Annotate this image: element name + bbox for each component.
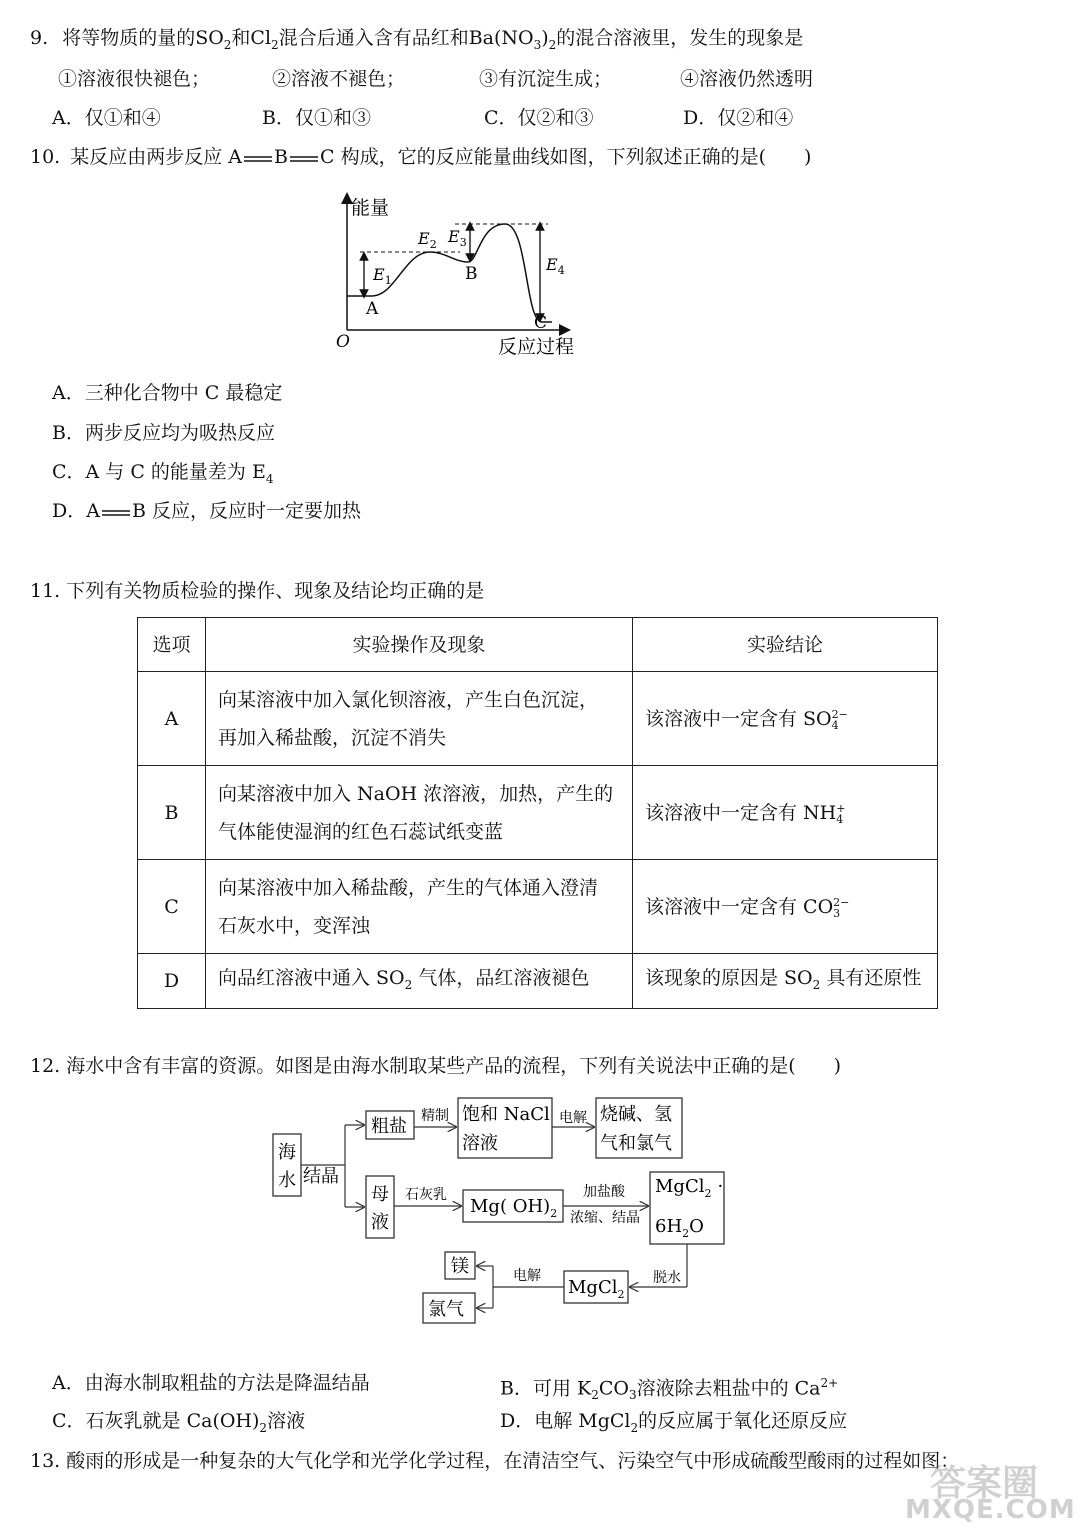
x-axis-label: 反应过程 (498, 336, 575, 358)
watermark-site: MXQE.COM (905, 1495, 1076, 1525)
add-hcl-label: 加盐酸 (583, 1184, 625, 1200)
q10-option-a: A．三种化合物中 C 最稳定 (52, 382, 283, 404)
refine-label: 精制 (421, 1108, 449, 1124)
mother-liquor-label-2: 液 (371, 1212, 389, 1233)
e3-label: $E_3$ (448, 227, 467, 249)
mgcl2-6h2o-label-1: MgCl$_2$ · (655, 1176, 724, 1200)
e4-label: $E_4$ (546, 255, 565, 277)
row-option: C (138, 860, 206, 954)
q12-option-d: D．电解 MgCl$_2$的反应属于氧化还原反应 (500, 1410, 848, 1435)
mgcl2-6h2o-label-2: $6H_2O$ (655, 1216, 704, 1240)
mother-liquor-label-1: 母 (371, 1184, 389, 1205)
chlorine-label: 氯气 (428, 1299, 464, 1320)
q9-item-3: ③有沉淀生成； (479, 68, 613, 90)
e1-label: $E_1$ (373, 265, 392, 287)
q10-option-d: D．A B 反应，反应时一定要加热 (52, 498, 361, 525)
q13-stem: 13. 酸雨的形成是一种复杂的大气化学和光学化学过程，在清洁空气、污染空气中形成硫酸型酸雨的过程如图： (30, 1450, 960, 1472)
row-option: B (138, 766, 206, 860)
header-option: 选项 (138, 618, 206, 672)
row-option: A (138, 672, 206, 766)
row-operation: 向某溶液中加入稀盐酸，产生的气体通入澄清 石灰水中，变浑浊 (206, 860, 633, 954)
e2-label: $E_2$ (418, 229, 437, 251)
q10-option-b: B．两步反应均为吸热反应 (52, 422, 275, 444)
q9-option-b: B．仅①和③ (262, 107, 371, 129)
dehydrate-label: 脱水 (653, 1270, 681, 1286)
table-row (138, 672, 938, 766)
q11-stem: 11. 下列有关物质检验的操作、现象及结论均正确的是 (30, 580, 485, 602)
nacl-label-2: 溶液 (462, 1133, 498, 1154)
q10-option-c: C．A 与 C 的能量差为 $E_4$ (52, 461, 274, 486)
point-b-label: B (465, 264, 478, 284)
watermark-logo: 答案圈 (930, 1463, 1039, 1504)
seawater-label-2: 水 (278, 1170, 296, 1191)
point-a-label: A (366, 299, 379, 319)
header-operation: 实验操作及现象 (206, 618, 633, 672)
q12-option-a: A．由海水制取粗盐的方法是降温结晶 (52, 1372, 370, 1394)
mgcl2-label: MgCl$_2$ (568, 1277, 625, 1301)
row-conclusion: 该溶液中一定含有 NH + 4 (633, 766, 938, 860)
nacl-label-1: 饱和 NaCl (462, 1104, 550, 1125)
crystal-label: 结晶 (303, 1166, 339, 1187)
table-row (138, 860, 938, 954)
row-operation: 向某溶液中加入 NaOH 浓溶液，加热，产生的 气体能使湿润的红色石蕊试纸变蓝 (206, 766, 633, 860)
table-row (138, 954, 938, 1009)
magnesium-label: 镁 (451, 1256, 469, 1277)
lime-milk-label: 石灰乳 (405, 1187, 447, 1203)
header-conclusion: 实验结论 (633, 618, 938, 672)
energy-diagram (320, 190, 600, 365)
q9-option-d: D．仅②和④ (683, 107, 794, 129)
table-header-row (138, 618, 938, 672)
q12-option-b: B．可用 $K_2CO_3$溶液除去粗盐中的 $Ca^{2+}$ (500, 1376, 839, 1403)
seawater-flow-diagram (265, 1090, 724, 1330)
q10-stem: 10. 某反应由两步反应 A B C 构成，它的反应能量曲线如图，下列叙述正确的是( ) (30, 144, 811, 171)
crude-salt-label: 粗盐 (371, 1116, 407, 1137)
q11-table (137, 617, 938, 1009)
double-arrow-icon (100, 499, 132, 525)
q9-item-2: ②溶液不褪色； (272, 68, 406, 90)
q9-stem: 9. 将等物质的量的$SO_2$和$Cl_2$混合后通入含有品红和$Ba(NO_3)_2$的混合溶液里，发生的现象是 (30, 27, 804, 52)
q12-stem: 12. 海水中含有丰富的资源。如图是由海水制取某些产品的流程，下列有关说法中正确的是( ) (30, 1055, 842, 1077)
products-label-2: 气和氯气 (600, 1133, 672, 1154)
electrolysis-label-1: 电解 (559, 1110, 587, 1126)
electrolysis-label-2: 电解 (513, 1268, 541, 1284)
row-option: D (138, 954, 206, 1009)
double-arrow-icon (242, 145, 274, 171)
origin-label: O (336, 332, 350, 352)
y-axis-label: 能量 (351, 197, 390, 219)
mgoh2-label: Mg( $OH)_2$ (470, 1196, 558, 1220)
double-arrow-icon (288, 145, 320, 171)
row-operation: 向某溶液中加入氯化钡溶液，产生白色沉淀， 再加入稀盐酸，沉淀不消失 (206, 672, 633, 766)
concentrate-label: 浓缩、结晶 (570, 1210, 640, 1226)
q9-option-a: A．仅①和④ (52, 107, 161, 129)
q9-option-c: C．仅②和③ (484, 107, 594, 129)
q9-item-4: ④溶液仍然透明 (680, 68, 814, 90)
q12-option-c: C．石灰乳就是 $Ca(OH)_2$溶液 (52, 1410, 306, 1435)
seawater-label-1: 海 (278, 1142, 296, 1163)
row-conclusion: 该溶液中一定含有 SO 2− 4 (633, 672, 938, 766)
row-conclusion: 该现象的原因是 $SO_2$ 具有还原性 (633, 954, 938, 1009)
q9-item-1: ①溶液很快褪色； (58, 68, 211, 90)
products-label-1: 烧碱、氢 (600, 1104, 672, 1125)
row-operation: 向品红溶液中通入 $SO_2$ 气体，品红溶液褪色 (206, 954, 633, 1009)
point-c-label: C (534, 313, 548, 333)
row-conclusion: 该溶液中一定含有 CO 2− 3 (633, 860, 938, 954)
table-row (138, 766, 938, 860)
